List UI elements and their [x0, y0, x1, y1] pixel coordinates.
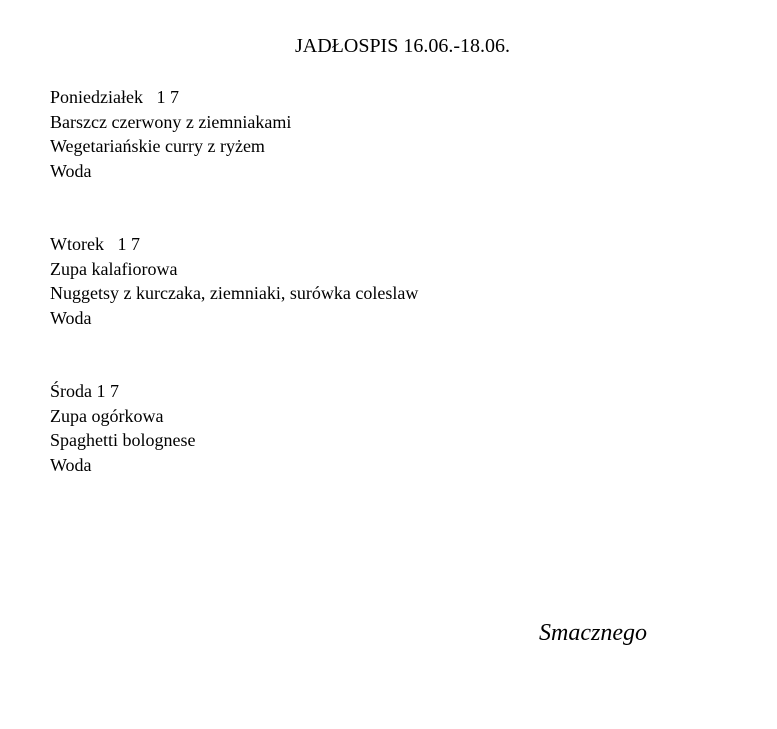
day-heading: Wtorek 1 7	[50, 234, 140, 254]
drink-item: Woda	[50, 454, 92, 475]
day-section-tuesday	[50, 232, 418, 330]
menu-title: JADŁOSPIS 16.06.-18.06.	[294, 35, 511, 57]
day-section-monday	[50, 85, 291, 183]
main-dish-item: Nuggetsy z kurczaka, ziemniaki, surówka coleslaw	[50, 283, 419, 303]
day-heading: Środa 1 7	[50, 381, 119, 401]
day-section-wednesday	[50, 379, 195, 477]
day-heading: Poniedziałek 1 7	[50, 87, 179, 107]
closing-text: Smacznego	[539, 620, 647, 646]
soup-item: Barszcz czerwony z ziemniakami	[50, 111, 292, 132]
main-dish-item: Spaghetti bolognese	[50, 430, 196, 450]
main-dish-item: Wegetariańskie curry z ryżem	[50, 136, 265, 156]
soup-item: Zupa kalafiorowa	[50, 258, 178, 279]
drink-item: Woda	[50, 307, 92, 328]
soup-item: Zupa ogórkowa	[50, 405, 164, 426]
drink-item: Woda	[50, 160, 92, 181]
